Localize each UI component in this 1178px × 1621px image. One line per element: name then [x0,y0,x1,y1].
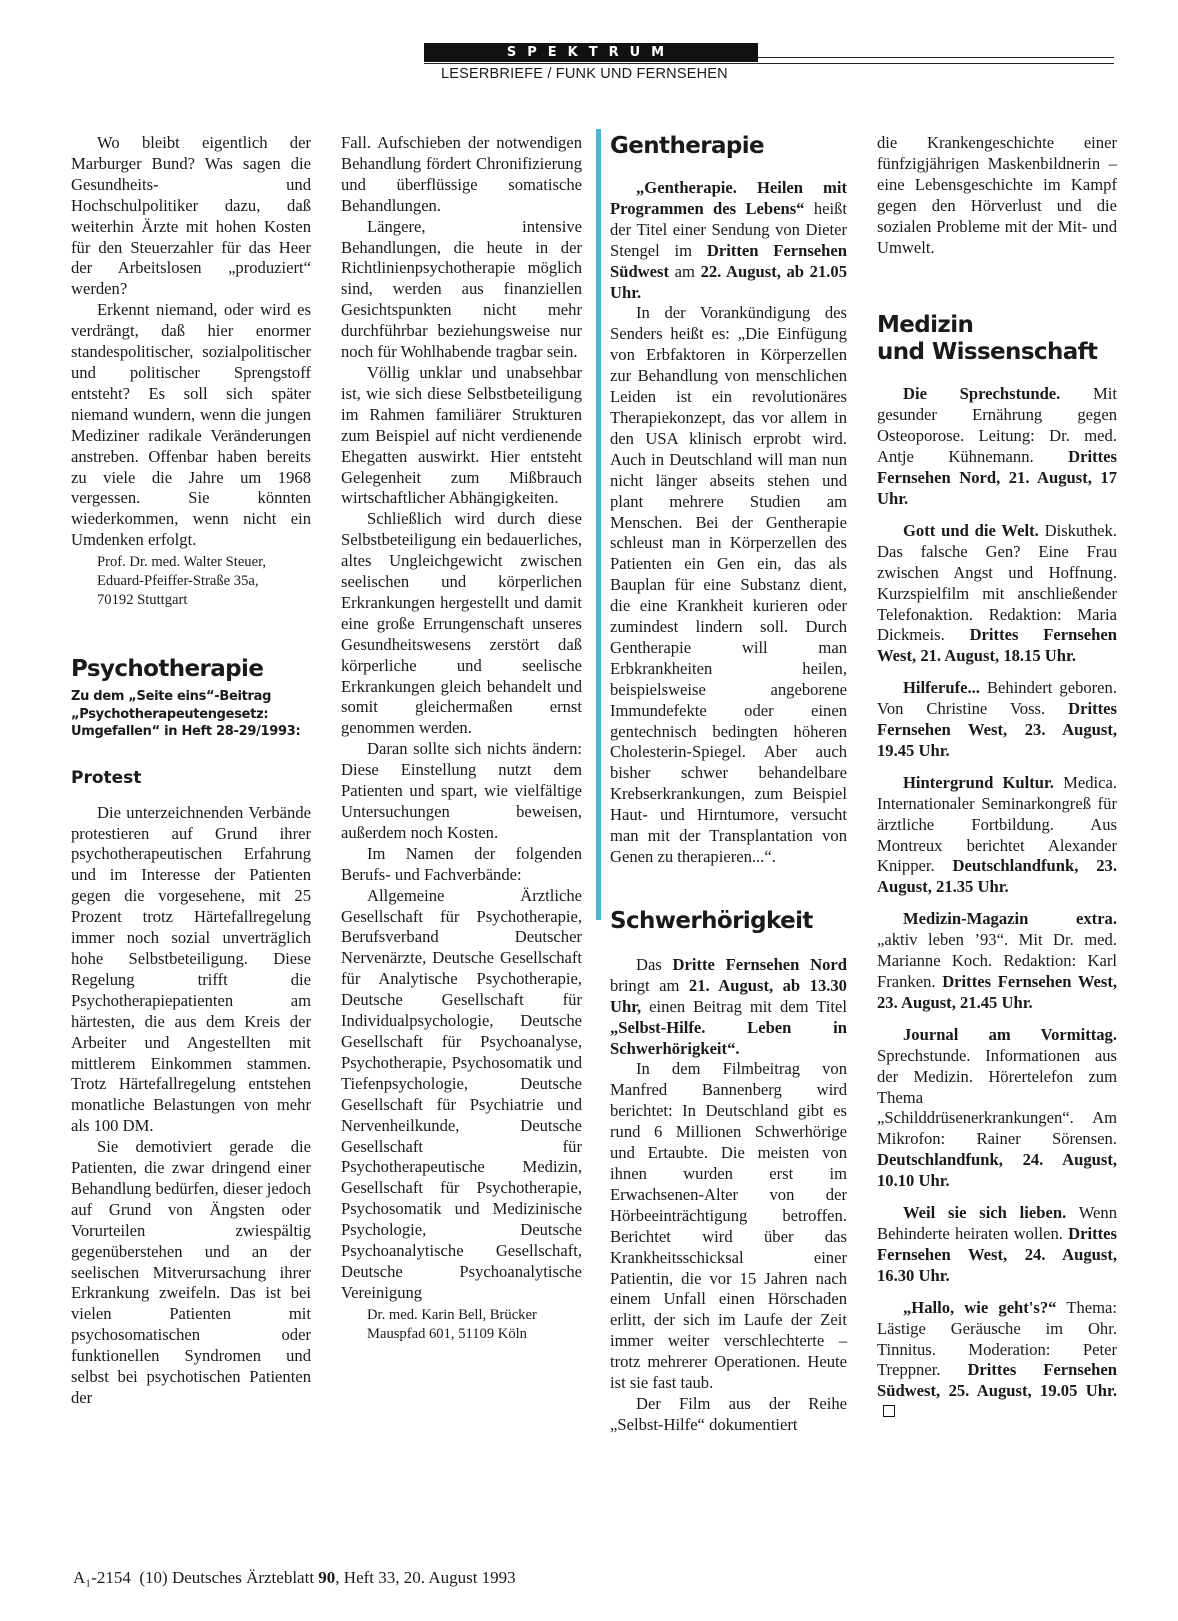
listing-text: Mit gesunder Ernährung gegen Osteoporose. Leitung: Dr. med. Antje Kühnemann. [877,384,1117,467]
listing-title: Gott und die Welt. [903,520,1039,540]
column-4 [877,133,1117,1423]
letter-paragraph: Längere, intensive Behandlungen, die heute in der Richtlinienpsychotherapie möglich sind, werden aus finanziellen Gesichtspunkten nicht mehr durchführbar beziehungsweise nur noch für Wohlhabende tragbar sein. [341,216,582,362]
letter-paragraph: Schließlich wird durch diese Selbstbeteiligung ein bedauerliches, altes Ungleichgewicht zwischen seelischen und körperlichen Erkrankungen hergestellt und damit eine große Errungenschaft unseres Gesundheitswesens zerstört daß körperliche und seelische Erkrankungen gleich behandelt und somit gleichermaßen ernst genommen werden. [341,509,582,738]
listing-broadcast: Deutschlandfunk, 23. August, 21.35 Uhr. [877,856,1117,897]
letter-paragraph: Erkennt niemand, oder wird es verdrängt, daß hier enormer standespolitischer, sozialpolitischer und politischer Sprengstoff entsteht? Es soll sich später niemand wundern, wenn die jungen Mediziner radikale Veränderungen anstreben. Offenbar haben bereits zu viele die Jahre um 1968 vergessen. Sie könnten wiederkommen, wenn nicht ein Umdenken erfolgt. [71,300,311,550]
letter-paragraph: Fall. Aufschieben der notwendigen Behandlung fördert Chronifizierung und überflüssige somatische Behandlungen. [341,133,582,215]
page-code: A₁-2154 [73,1568,131,1587]
page-number: (10) [139,1568,168,1587]
listing-title: Hintergrund Kultur. [903,772,1054,792]
broadcaster: Dritten Fernsehen Südwest [610,240,847,281]
listing-title: Weil sie sich lieben. [903,1203,1067,1223]
listing-item [877,1025,1117,1192]
volume-number: 90 [318,1568,336,1587]
listing-item [877,1203,1117,1287]
letter-paragraph: Allgemeine Ärztliche Gesellschaft für Psychotherapie, Berufsverband Deutscher Nervenärzte, Deutsche Gesellschaft für Analytische Psychotherapie, Deutsche Gesellschaft für Individualpsychologie, Deutsche Gesellschaft für Psychoanalyse, Psychotherapie, Psychosomatik und Tiefenpsychologie, Deutsche Gesellschaft für Psychiatrie und Nervenheilkunde, Deutsche Gesellschaft für Psychotherapeutische Medizin, Gesellschaft für Psychotherapie, Psychosomatik und Medizinische Psychologie, Deutsche Psychoanalytische Gesellschaft, Deutsche Psychoanalytische Vereinigung [341,885,582,1302]
listing-item [877,521,1117,667]
program-paragraph: In dem Filmbeitrag von Manfred Bannenberg wird berichtet: In Deutschland gibt es rund 6 Millionen Schwerhörige und Ertaubte. Die meisten von ihnen wurden erst im Erwachsenen-Alter von der Hörbeeinträchtigung betroffen. Berichtet wird über das Krankheitsschicksal einer Patientin, die vor 15 Jahren nach einem Unfall einen Hörschaden erlitt, der sich im Laufe der Zeit immer weiter verschlechterte – trotz mehrerer Operationen. Heute ist sie fast taub. [610,1059,847,1393]
journal-name: Deutsches Ärzteblatt [171,1568,315,1587]
signature-line: Prof. Dr. med. Walter Steuer, [97,554,267,571]
title-line: Medizin [877,312,974,339]
listing-text: Thema: Lästige Geräusche im Ohr. Tinnitus. Moderation: Peter Treppner. [877,1297,1117,1380]
letter-headline: Protest [71,767,142,788]
listing-text: Diskuthek. Das falsche Gen? Eine Frau zwischen Angst und Hoffnung. Kurzspielfilm mit anschließender Telefonaktion. Redaktion: Maria Dickmeis. [877,520,1117,645]
program-title: „Selbst-Hilfe. Leben in Schwerhörigkeit“. [610,1017,847,1058]
program-title: „Gentherapie. Heilen mit Programmen des Lebens“ [610,178,847,218]
program-paragraph: In der Vorankündigung des Senders heißt es: „Die Einfügung von Erbfaktoren in Körperzellen zur Behandlung von menschlichen Leiden ist ein revolutionäres Therapiekonzept, das vor allem in den USA klinisch erprobt wird. Auch in Deutschland will man nun nicht länger abseits stehen und plant mehrere Studien am Menschen. Bei der Gentherapie schleust man in Körperzellen des Patienten ein Gen ein, das als Bauplan für eine Substanz dient, die eine Krankheit kurieren oder zumindest lindern soll. Durch Gentherapie will man Erbkrankheiten heilen, beispielsweise angeborene Immundefekte oder einen gentechnisch bedingten höheren Cholesterin-Spiegel. Aber auch bisher schwer behandelbare Krebserkrankungen, zum Beispiel Haut- und Hirntumore, versucht man mit der Transplantation von Genen zu therapieren...“. [610,303,847,866]
issue-info: , Heft 33, 20. August 1993 [335,1568,516,1587]
letter-signature [71,553,311,610]
listing-broadcast: Drittes Fernsehen West, 21. August, 18.15 Uhr. [877,625,1117,666]
title-line: und Wissenschaft [877,339,1098,366]
listing-title: Journal am Vormittag. [903,1024,1117,1044]
listing-title: Hilferufe... [903,678,980,698]
listing-title: Die Sprechstunde. [903,384,1061,404]
letter-paragraph: Im Namen der folgenden Berufs- und Fachverbände: [341,843,582,884]
program-text: Das [636,954,673,974]
listing-text: Wenn Behinderte heiraten wollen. [877,1203,1117,1243]
letter-signature [341,1306,582,1344]
page-footer [73,1568,516,1588]
listing-broadcast: Drittes Fernsehen Südwest, 25. August, 19.05 Uhr. [877,1360,1117,1401]
listing-item [877,384,1117,509]
listing-title: Medizin-Magazin extra. [903,909,1117,929]
listing-text: Medica. Internationaler Seminarkongreß für ärztliche Fortbildung. Aus Montreux berichtet Alexander Knipper. [877,772,1117,876]
program-text: am [669,261,701,281]
end-of-article-icon [883,1405,895,1417]
column-1 [71,133,311,1409]
program-paragraph [610,178,847,303]
program-paragraph: die Krankengeschichte einer fünfzigjährigen Maskenbildnerin – eine Lebensgeschichte im Kampf gegen den Hörverlust und die sozialen Probleme mit der Mit- und Umwelt. [877,133,1117,257]
section-title-gentherapie: Gentherapie [610,133,765,159]
listing-broadcast: Drittes Fernsehen West, 24. August, 16.30 Uhr. [877,1223,1117,1285]
listing-broadcast: Drittes Fernsehen Nord, 21. August, 17 Uhr. [877,447,1117,508]
letter-paragraph: Daran sollte sich nichts ändern: Diese Einstellung nutzt dem Patienten und spart, wie vielfältige Untersuchungen beweisen, außerdem noch Kosten. [341,739,582,842]
listing-text: Sprechstunde. Informationen aus der Medizin. Hörertelefon zum Thema „Schilddrüsenerkrankungen“. Am Mikrofon: Rainer Sörensen. [877,1045,1117,1149]
column-3 [610,133,847,1436]
listing-broadcast: Drittes Fernsehen West, 23. August, 19.45 Uhr. [877,699,1117,760]
listing-text: „aktiv leben ’93“. Mit Dr. med. Marianne Koch. Redaktion: Karl Franken. [877,930,1117,991]
header-rule-right [758,57,1114,58]
letter-paragraph: Sie demotiviert gerade die Patienten, die zwar dringend einer Behandlung bedürfen, dieser jedoch auf Grund von Ängsten oder Vorurteilen zwiespältig gegenüberstehen und an der seelischen Mitverursachung ihrer Erkrankung zweifeln. Das ist bei vielen Patienten mit psychosomatischen oder funktionellen Syndromen und selbst bei psychotischen Patienten der [71,1137,311,1407]
listing-item [877,909,1117,1014]
signature-line: Eduard-Pfeiffer-Straße 35a, [97,573,259,590]
listing-broadcast: Drittes Fernsehen West, 23. August, 21.45 Uhr. [877,972,1117,1012]
signature-line: Dr. med. Karin Bell, Brücker [367,1306,537,1323]
program-paragraph [610,955,847,1060]
subsection-label: LESERBRIEFE / FUNK UND FERNSEHEN [441,66,728,82]
program-text: einen Beitrag mit dem Titel [641,996,847,1016]
letter-paragraph: Völlig unklar und unabsehbar ist, wie sich diese Selbstbeteiligung im Rahmen familiärer Strukturen zum Beispiel auf nicht verdienende Ehegatten auswirkt. Hier entsteht Gelegenheit zum Mißbrauch wirtschaftlicher Abhängigkeiten. [341,362,582,508]
accent-bar [596,129,601,920]
listing-broadcast: Deutschlandfunk, 24. August, 10.10 Uhr. [877,1150,1117,1191]
listing-item [877,678,1117,762]
air-date: 21. August, ab 13.30 Uhr, [610,975,847,1016]
header-rule [424,63,1114,64]
listing-title: „Hallo, wie geht's?“ [903,1297,1057,1317]
broadcaster: Dritte Fernsehen Nord [672,954,847,974]
program-text: bringt am [610,975,689,995]
listing-item [877,1298,1117,1423]
listing-text: Behindert geboren. Von Christine Voss. [877,678,1117,719]
listing-item [877,773,1117,898]
air-date: 22. August, ab 21.05 Uhr. [610,261,847,302]
section-title-schwerhoerigkeit: Schwerhörigkeit [610,907,813,934]
letter-paragraph: Die unterzeichnenden Verbände protestieren auf Grund ihrer psychotherapeutischen Erfahrung und im Interesse der Patienten gegen die vorgesehene, mit 25 Prozent trotz Härtefallregelung immer noch sozial unverträglich hohe Selbstbeteiligung. Diese Regelung trifft die Psychotherapiepatienten am härtesten, die aus dem Kreis der Arbeiter und Angestellten mit mittlerem Einkommen stammen. Trotz Härtefallregelung entstehen monatliche Belastungen von mehr als 100 DM. [71,802,311,1136]
column-2 [341,133,582,1344]
program-paragraph: Der Film aus der Reihe „Selbst-Hilfe“ dokumentiert [610,1393,847,1434]
letter-paragraph: Wo bleibt eigentlich der Marburger Bund? Was sagen die Gesundheits- und Hochschulpolitiker dazu, daß weiterhin Ärzte mit hohen Kosten für den Steuerzahler für das Heer der Arbeitslosen „produziert“ werden? [71,133,311,299]
signature-line: Mauspfad 601, 51109 Köln [367,1325,527,1342]
program-text: heißt der Titel einer Sendung von Dieter Stengel im [610,198,847,260]
section-title-psychotherapie: Psychotherapie [71,656,264,683]
signature-line: 70192 Stuttgart [97,592,188,609]
section-banner: SPEKTRUM [424,43,758,62]
article-reference: Zu dem „Seite eins“-Beitrag „Psychotherapeutengesetz: Umgefallen“ in Heft 28-29/1993: [71,689,301,740]
section-title-medizin [877,312,1117,366]
